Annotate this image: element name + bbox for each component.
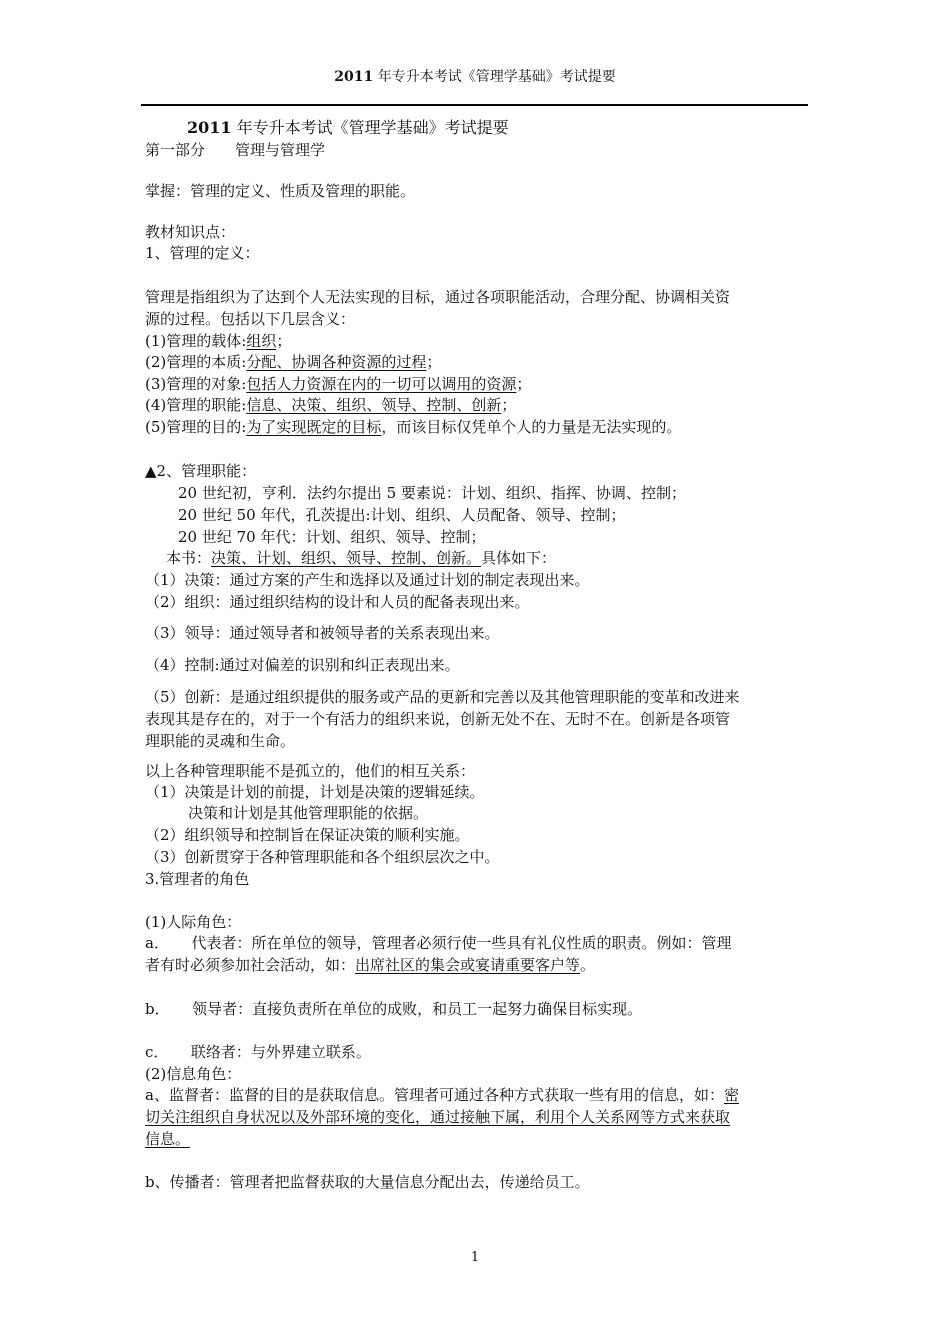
definition-line-1: 管理是指组织为了达到个人无法实现的目标，通过各项职能活动，合理分配、协调相关资 bbox=[145, 288, 731, 306]
meaning-5-label: (5)管理的目的: bbox=[145, 418, 247, 436]
meaning-3-tail: ； bbox=[516, 375, 532, 393]
page-header bbox=[0, 66, 950, 86]
meaning-1 bbox=[145, 331, 291, 351]
monitor-text: a、监督者：监督的目的是获取信息。管理者可通过各种方式获取一些有用的信息，如： bbox=[145, 1086, 724, 1104]
interpersonal-role: (1)人际角色： bbox=[145, 913, 242, 931]
function-control: （4）控制:通过对偏差的识别和纠正表现出来。 bbox=[145, 656, 460, 674]
master-line: 掌握：管理的定义、性质及管理的职能。 bbox=[145, 182, 416, 200]
meaning-1-tail: ； bbox=[276, 332, 292, 350]
meaning-3-label: (3)管理的对象: bbox=[145, 375, 247, 393]
section-2-heading: ▲2、管理职能： bbox=[145, 462, 257, 480]
title-text: 年专升本考试《管理学基础》考试提要 bbox=[231, 118, 509, 137]
meaning-5 bbox=[145, 417, 681, 437]
koontz-line: 20 世纪 50 年代，孔茨提出:计划、组织、人员配备、领导、控制； bbox=[178, 506, 626, 524]
function-innovate-1: （5）创新：是通过组织提供的服务或产品的更新和完善以及其他管理职能的变革和改进来 bbox=[145, 688, 740, 706]
section-3-heading: 3.管理者的角色 bbox=[145, 870, 250, 888]
meaning-2 bbox=[145, 352, 441, 372]
role-a-line-2 bbox=[145, 955, 595, 975]
meaning-5-tail: ，而该目标仅凭单个人的力量是无法实现的。 bbox=[381, 418, 682, 436]
role-a-line-1: a． 代表者：所在单位的领导，管理者必须行使一些具有礼仪性质的职责。例如：管理 bbox=[145, 934, 732, 952]
meaning-4-label: (4)管理的职能: bbox=[145, 396, 247, 414]
monitor-underlined-start: 密 bbox=[723, 1086, 739, 1104]
header-text: 年专升本考试《管理学基础》考试提要 bbox=[373, 69, 616, 85]
this-book-underlined: 决策、计划、组织、领导、控制、创新。 bbox=[211, 549, 482, 567]
part-heading: 第一部分 管理与管理学 bbox=[145, 141, 326, 159]
monitor-line-3: 信息。 bbox=[145, 1130, 191, 1148]
knowledge-points: 教材知识点： bbox=[145, 223, 236, 241]
monitor-line-2: 切关注组织自身状况以及外部环境的变化，通过接触下属，利用个人关系网等方式来获取 bbox=[145, 1108, 731, 1126]
header-year: 2011 bbox=[334, 69, 374, 85]
relation-2: （2）组织领导和控制旨在保证决策的顺利实施。 bbox=[145, 826, 470, 844]
meaning-4-underlined: 信息、决策、组织、领导、控制、创新 bbox=[246, 396, 502, 414]
function-innovate-3: 理职能的灵魂和生命。 bbox=[145, 732, 296, 750]
document-title bbox=[187, 118, 509, 138]
page-number: 1 bbox=[470, 1250, 480, 1265]
role-b-line: b． 领导者：直接负责所在单位的成败，和员工一起努力确保目标实现。 bbox=[145, 1000, 643, 1018]
fayol-line: 20 世纪初，亨利．法约尔提出 5 要素说：计划、组织、指挥、协调、控制； bbox=[178, 484, 686, 502]
disseminator-line: b、传播者：管理者把监督获取的大量信息分配出去，传递给员工。 bbox=[145, 1173, 590, 1191]
monitor-line-1 bbox=[145, 1085, 739, 1105]
meaning-2-underlined: 分配、协调各种资源的过程 bbox=[246, 353, 427, 371]
relation-intro: 以上各种管理职能不是孤立的，他们的相互关系： bbox=[145, 762, 476, 780]
meaning-4-tail: ； bbox=[501, 396, 517, 414]
relation-1b: 决策和计划是其他管理职能的依据。 bbox=[188, 804, 429, 822]
meaning-2-label: (2)管理的本质: bbox=[145, 353, 247, 371]
meaning-1-underlined: 组织 bbox=[246, 332, 277, 350]
role-a-text: 者有时必须参加社会活动，如： bbox=[145, 956, 356, 974]
this-book-label: 本书： bbox=[166, 549, 212, 567]
meaning-3-underlined: 包括人力资源在内的一切可以调用的资源 bbox=[246, 375, 517, 393]
header-rule bbox=[141, 104, 808, 106]
meaning-3 bbox=[145, 374, 531, 394]
meaning-4 bbox=[145, 395, 516, 415]
section-1-heading: 1、管理的定义： bbox=[145, 244, 260, 262]
meaning-2-tail: ； bbox=[426, 353, 442, 371]
meaning-5-underlined: 为了实现既定的目标 bbox=[246, 418, 382, 436]
this-book-tail: 具体如下： bbox=[481, 549, 557, 567]
relation-1: （1）决策是计划的前提，计划是决策的逻辑延续。 bbox=[145, 783, 485, 801]
role-a-tail: 。 bbox=[580, 956, 596, 974]
function-lead: （3）领导：通过领导者和被领导者的关系表现出来。 bbox=[145, 624, 500, 642]
meaning-1-label: (1)管理的载体: bbox=[145, 332, 247, 350]
function-organize: （2）组织：通过组织结构的设计和人员的配备表现出来。 bbox=[145, 593, 530, 611]
function-decision: （1）决策：通过方案的产生和选择以及通过计划的制定表现出来。 bbox=[145, 571, 590, 589]
relation-3: （3）创新贯穿于各种管理职能和各个组织层次之中。 bbox=[145, 848, 500, 866]
definition-line-2: 源的过程。包括以下几层含义： bbox=[145, 310, 356, 328]
title-year: 2011 bbox=[187, 118, 232, 137]
information-role: (2)信息角色： bbox=[145, 1065, 242, 1083]
this-book-line bbox=[166, 548, 556, 568]
function-innovate-2: 表现其是存在的，对于一个有活力的组织来说，创新无处不在、无时不在。创新是各项管 bbox=[145, 710, 731, 728]
role-a-underlined: 出席社区的集会或宴请重要客户等 bbox=[355, 956, 581, 974]
role-c-line: c． 联络者：与外界建立联系。 bbox=[145, 1043, 371, 1061]
seventies-line: 20 世纪 70 年代：计划、组织、领导、控制； bbox=[178, 528, 486, 546]
